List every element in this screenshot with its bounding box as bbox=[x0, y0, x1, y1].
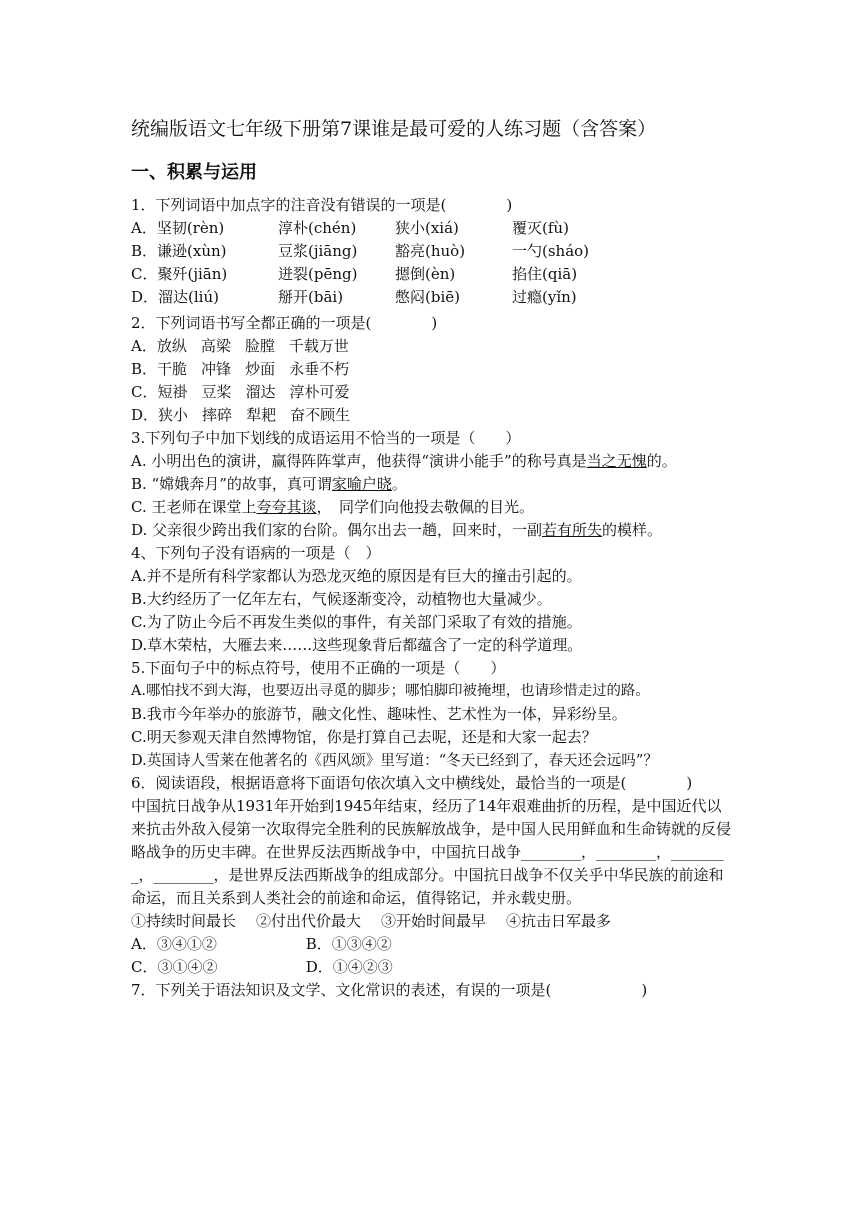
question-4 bbox=[131, 542, 731, 657]
option-item: 掐住(qiā) bbox=[512, 265, 578, 283]
option-word: 高梁 bbox=[200, 337, 231, 355]
question-5 bbox=[131, 657, 731, 772]
statement-item: ②付出代价最大 bbox=[256, 912, 362, 930]
option-text: ， 同学们向他投去敬佩的目光。 bbox=[316, 498, 535, 516]
option-letter: B． bbox=[131, 360, 158, 378]
option-c: C.为了防止今后不再发生类似的事件，有关部门采取了有效的措施。 bbox=[131, 613, 582, 631]
option-word: 淳朴可爱 bbox=[289, 383, 350, 401]
option-item: A．坚韧(rèn) bbox=[131, 219, 225, 237]
option-row-a bbox=[131, 217, 731, 240]
question-list bbox=[131, 194, 731, 1002]
statement-item: ③开始时间最早 bbox=[381, 912, 487, 930]
option-item: 豆浆(jiāng) bbox=[278, 242, 358, 260]
option-a: A．③④①② bbox=[131, 935, 217, 953]
section-heading: 一、积累与运用 bbox=[131, 162, 257, 183]
option-word: 放纵 bbox=[156, 337, 187, 355]
question-stem: 4、下列句子没有语病的一项是（ ） bbox=[131, 544, 381, 562]
option-text: A. 小明出色的演讲，赢得阵阵掌声，他获得“演讲小能手”的称号真是 bbox=[131, 452, 587, 470]
option-item: 迸裂(pēng) bbox=[278, 265, 358, 283]
question-stem: 1．下列词语中加点字的注音没有错误的一项是( ) bbox=[131, 196, 513, 214]
option-word: 奋不顾生 bbox=[290, 406, 351, 424]
option-a: A.并不是所有科学家都认为恐龙灭绝的原因是有巨大的撞击引起的。 bbox=[131, 567, 582, 585]
option-letter: A． bbox=[131, 337, 157, 355]
option-text: 的。 bbox=[646, 452, 677, 470]
option-word: 犁耙 bbox=[246, 406, 277, 424]
option-item: 豁亮(huò) bbox=[395, 242, 466, 260]
option-d bbox=[131, 519, 731, 542]
option-d: D.草木荣枯，大雁去来……这些现象背后都蕴含了一定的科学道理。 bbox=[131, 636, 583, 654]
option-b: B．①③④② bbox=[305, 935, 392, 953]
option-word: 冲锋 bbox=[201, 360, 232, 378]
option-text: D. 父亲很少跨出我们家的台阶。偶尔出去一趟，回来时，一副 bbox=[131, 521, 543, 539]
option-letter: C． bbox=[131, 383, 158, 401]
question-2 bbox=[131, 312, 731, 427]
option-word: 脸膛 bbox=[244, 337, 275, 355]
option-letter: D． bbox=[131, 406, 159, 424]
option-row-c bbox=[131, 263, 731, 286]
option-text: B. “嫦娥奔月”的故事，真可谓 bbox=[131, 475, 332, 493]
option-word: 狭小 bbox=[158, 406, 189, 424]
option-row-b bbox=[131, 358, 731, 381]
document-title: 统编版语文七年级下册第7课谁是最可爱的人练习题（含答案） bbox=[131, 118, 657, 140]
option-row-c bbox=[131, 381, 731, 404]
option-word: 摔碎 bbox=[202, 406, 233, 424]
option-item: B．谦逊(xùn) bbox=[131, 242, 227, 260]
option-d: D.英国诗人雪莱在他著名的《西风颂》里写道：“冬天已经到了，春天还会远吗”？ bbox=[131, 752, 658, 769]
option-word: 炒面 bbox=[245, 360, 276, 378]
question-stem: 3.下列句子中加下划线的成语运用不恰当的一项是（ ） bbox=[131, 429, 521, 447]
option-word: 千载万世 bbox=[288, 337, 349, 355]
underlined-idiom: 夸夸其谈 bbox=[256, 498, 317, 516]
option-word: 永垂不朽 bbox=[289, 360, 350, 378]
statement-item: ①持续时间最长 bbox=[131, 912, 237, 930]
option-word: 干脆 bbox=[157, 360, 188, 378]
option-d: D．①④②③ bbox=[305, 958, 393, 976]
option-word: 溜达 bbox=[245, 383, 276, 401]
option-item: 狭小(xiá) bbox=[395, 219, 459, 237]
underlined-idiom: 家喻户晓 bbox=[331, 475, 392, 493]
statement-item: ④抗击日军最多 bbox=[506, 912, 612, 930]
option-item: 掰开(bāi) bbox=[278, 288, 344, 306]
option-c bbox=[131, 496, 731, 519]
question-3 bbox=[131, 427, 731, 542]
underlined-idiom: 当之无愧 bbox=[586, 452, 647, 470]
option-text: C. 王老师在课堂上 bbox=[131, 498, 257, 516]
option-item: 淳朴(chén) bbox=[278, 219, 357, 237]
question-stem: 2．下列词语书写全都正确的一项是( ) bbox=[131, 314, 438, 332]
option-item: C．聚歼(jiān) bbox=[131, 265, 228, 283]
option-c: C.明天参观天津自然博物馆，你是打算自己去呢，还是和大家一起去？ bbox=[131, 728, 597, 746]
option-row-b bbox=[131, 240, 731, 263]
option-text: 的模样。 bbox=[602, 521, 663, 539]
option-b: B.大约经历了一亿年左右，气候逐渐变冷，动植物也大量减少。 bbox=[131, 590, 552, 608]
option-item: 一勺(sháo) bbox=[512, 242, 590, 260]
question-stem: 7．下列关于语法知识及文学、文化常识的表述，有误的一项是( ) bbox=[131, 981, 648, 999]
reading-passage: 中国抗日战争从1931年开始到1945年结束，经历了14年艰难曲折的历程，是中国近代以来抗击外敌入侵第一次取得完全胜利的民族解放战争，是中国人民用鲜血和生命铸就的反侵略战争的历史丰碑。在世界反法西斯战争中，中国抗日战争________，________，________，________，是世界反法西斯战争的组成部分。中国抗日战争不仅关乎中华民族的前途和命运，而且关系到人类社会的前途和命运，值得铭记，并永载史册。 bbox=[131, 797, 732, 907]
question-1 bbox=[131, 194, 731, 309]
option-row-cd bbox=[131, 956, 731, 979]
option-b bbox=[131, 473, 731, 496]
question-stem: 5.下面句子中的标点符号，使用不正确的一项是（ ） bbox=[131, 659, 506, 677]
option-word: 豆桨 bbox=[201, 383, 232, 401]
option-a: A.哪怕找不到大海，也要迈出寻觅的脚步；哪怕脚印被掩埋，也请珍惜走过的路。 bbox=[131, 683, 650, 699]
underlined-idiom: 若有所失 bbox=[542, 521, 603, 539]
option-item: 覆灭(fù) bbox=[512, 219, 569, 237]
question-6 bbox=[131, 772, 731, 979]
option-row-ab bbox=[131, 933, 731, 956]
question-7 bbox=[131, 979, 731, 1002]
statement-list bbox=[131, 910, 731, 933]
option-item: 憋闷(biē) bbox=[395, 288, 460, 306]
option-b: B.我市今年举办的旅游节，融文化性、趣味性、艺术性为一体，异彩纷呈。 bbox=[131, 705, 627, 723]
option-word: 短褂 bbox=[157, 383, 188, 401]
option-row-d bbox=[131, 404, 731, 427]
option-row-a bbox=[131, 335, 731, 358]
option-text: 。 bbox=[391, 475, 407, 493]
option-item: D．溜达(liú) bbox=[131, 288, 219, 306]
option-c: C．③①④② bbox=[131, 958, 218, 976]
option-a bbox=[131, 450, 731, 473]
option-item: 摁倒(èn) bbox=[395, 265, 456, 283]
option-row-d bbox=[131, 286, 731, 309]
option-item: 过瘾(yǐn) bbox=[512, 288, 577, 306]
question-stem: 6．阅读语段，根据语意将下面语句依次填入文中横线处，最恰当的一项是( ) bbox=[131, 774, 693, 792]
